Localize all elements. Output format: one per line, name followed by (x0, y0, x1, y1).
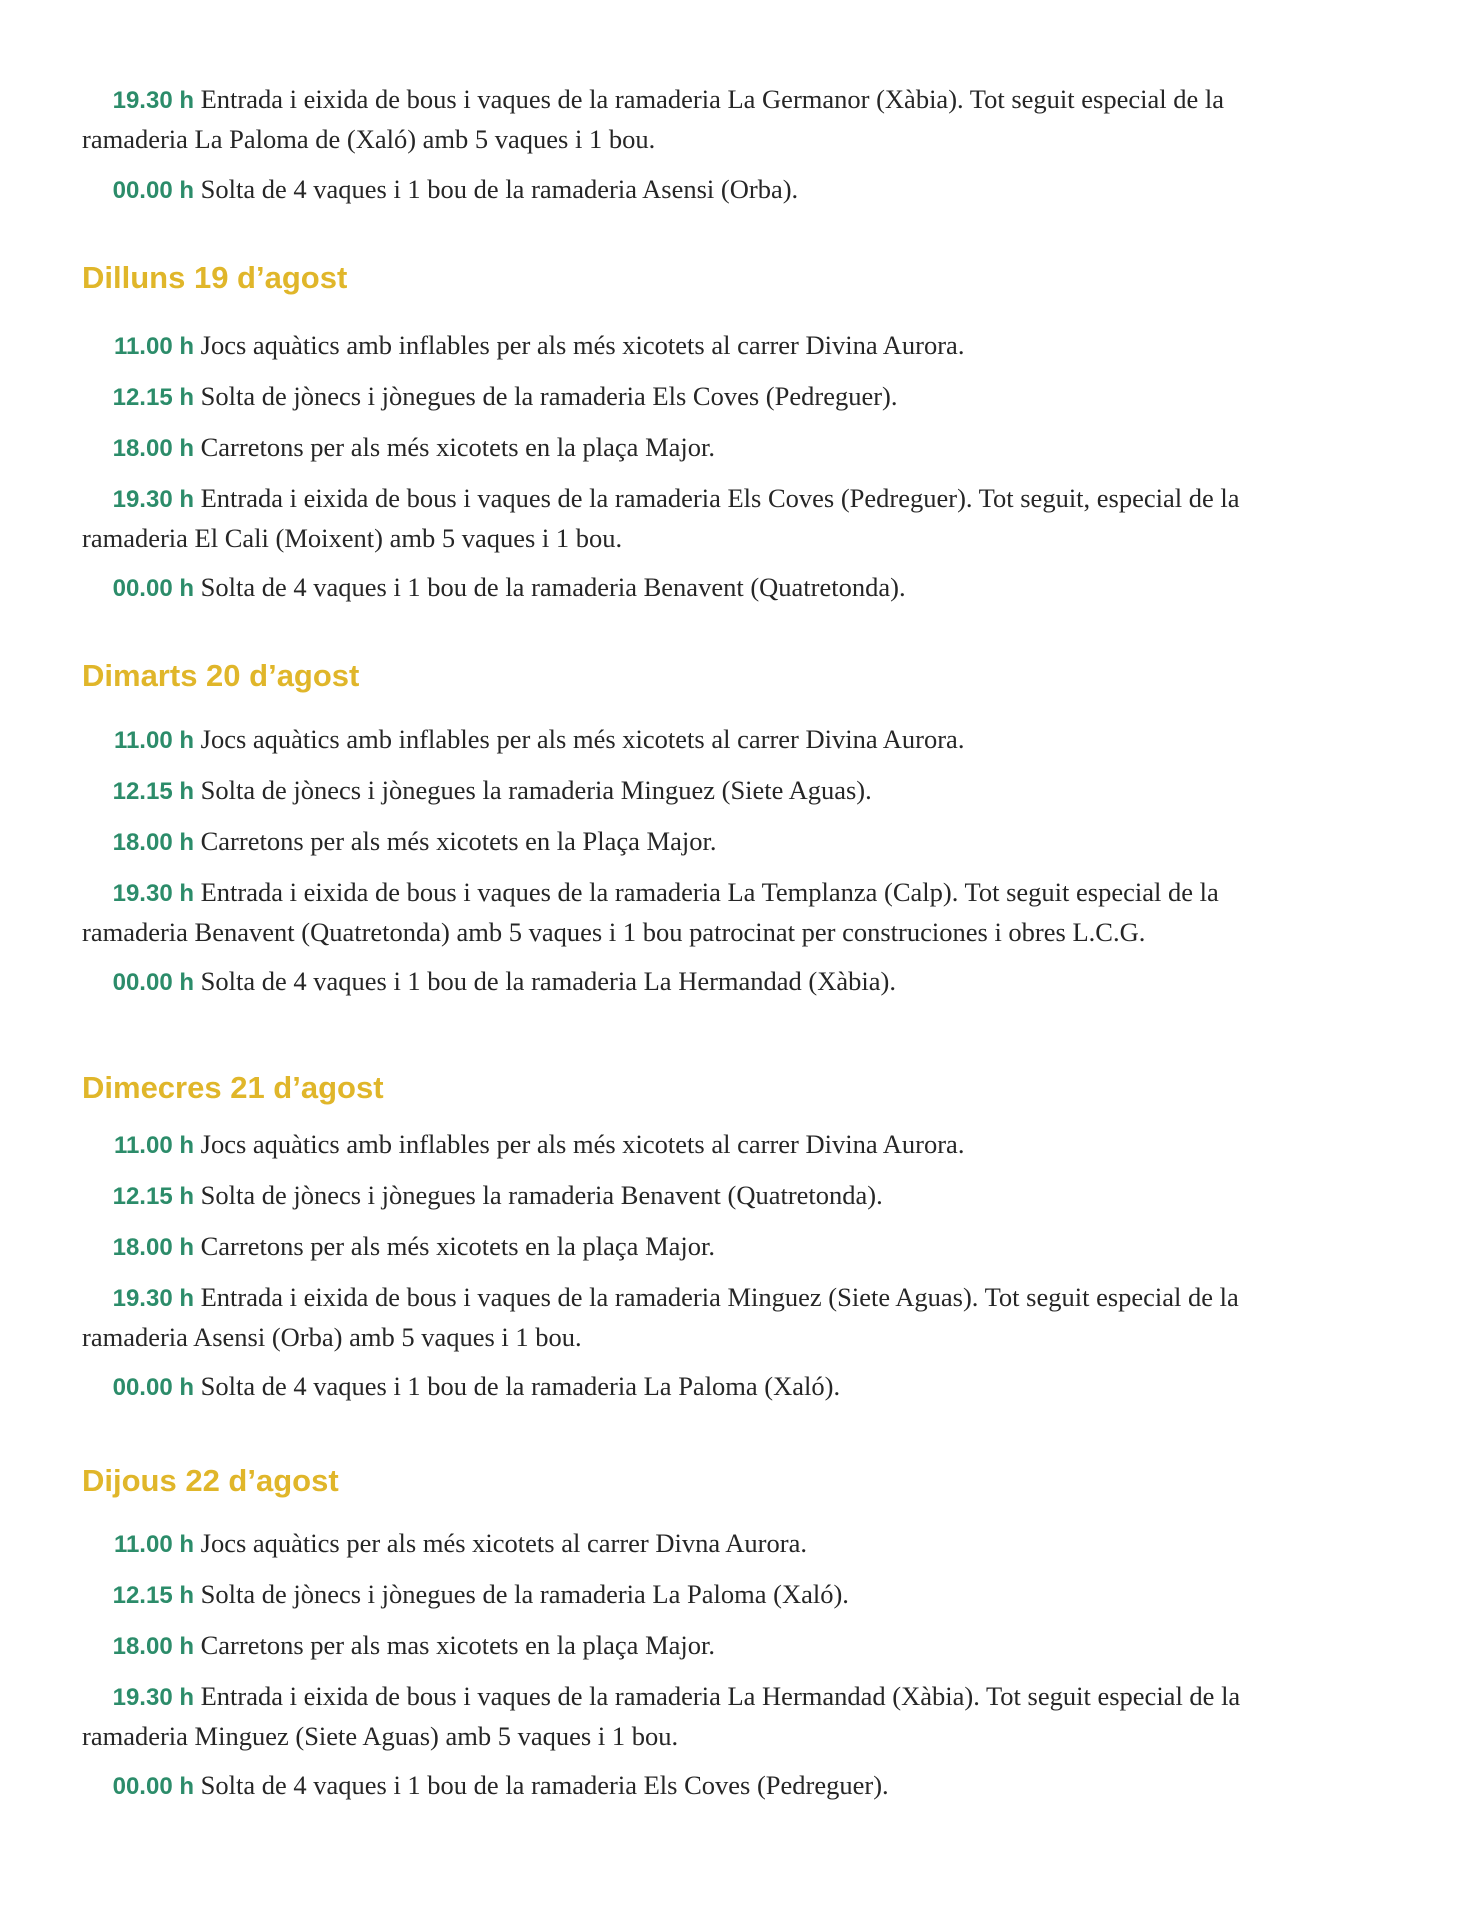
event-description: Solta de 4 vaques i 1 bou de la ramaderia La Paloma (Xaló). (200, 1371, 841, 1401)
event-description: Solta de 4 vaques i 1 bou de la ramaderia La Hermandad (Xàbia). (200, 966, 896, 996)
event-description: Solta de jònecs i jònegues la ramaderia Benavent (Quatretonda). (200, 1180, 883, 1210)
event-time: 18.00 h (112, 1234, 194, 1261)
event-time: 18.00 h (112, 1633, 194, 1660)
schedule-entry (82, 479, 1292, 557)
event-description: Carretons per als més xicotets en la plaça Major. (200, 1231, 715, 1261)
event-time: 19.30 h (112, 880, 194, 907)
schedule-entry (82, 822, 1292, 862)
schedule-entry (82, 1524, 1292, 1564)
event-description: Solta de 4 vaques i 1 bou de la ramaderia Els Coves (Pedreguer). (200, 1770, 889, 1800)
event-time: 00.00 h (112, 177, 194, 204)
event-time: 18.00 h (112, 829, 194, 856)
schedule-entry (82, 1766, 1292, 1806)
event-time: 00.00 h (112, 969, 194, 996)
event-time: 19.30 h (112, 1285, 194, 1312)
event-time: 18.00 h (112, 435, 194, 462)
event-description: Jocs aquàtics amb inflables per als més xicotets al carrer Divina Aurora. (200, 1129, 965, 1159)
day-heading: Dijous 22 d’agost (82, 1463, 339, 1498)
event-description: Solta de 4 vaques i 1 bou de la ramaderia Benavent (Quatretonda). (200, 572, 906, 602)
schedule-entry (82, 771, 1292, 811)
event-time: 19.30 h (112, 486, 194, 513)
event-time: 00.00 h (112, 575, 194, 602)
day-heading: Dimecres 21 d’agost (82, 1070, 384, 1105)
event-description: Entrada i eixida de bous i vaques de la ramaderia La Hermandad (Xàbia). Tot seguit especial de la ramaderia Minguez (Siete Aguas) amb 5 vaques i 1 bou. (82, 1681, 1241, 1751)
schedule-entry (82, 428, 1292, 468)
schedule-entry (82, 1125, 1292, 1165)
event-time: 00.00 h (112, 1773, 194, 1800)
event-description: Entrada i eixida de bous i vaques de la ramaderia La Templanza (Calp). Tot seguit especial de la ramaderia Benavent (Quatretonda) amb 5 vaques i 1 bou patrocinat per construciones i obres L.C.G. (82, 877, 1219, 947)
event-description: Solta de 4 vaques i 1 bou de la ramaderia Asensi (Orba). (200, 174, 799, 204)
event-description: Jocs aquàtics per als més xicotets al carrer Divna Aurora. (200, 1528, 807, 1558)
schedule-entry (82, 720, 1292, 760)
schedule-entry (82, 1176, 1292, 1216)
schedule-entry (82, 1626, 1292, 1666)
event-description: Entrada i eixida de bous i vaques de la ramaderia La Germanor (Xàbia). Tot seguit especial de la ramaderia La Paloma de (Xaló) amb 5 vaques i 1 bou. (82, 84, 1225, 154)
event-description: Entrada i eixida de bous i vaques de la ramaderia Els Coves (Pedreguer). Tot seguit, especial de la ramaderia El Cali (Moixent) amb 5 vaques i 1 bou. (82, 483, 1240, 553)
event-description: Solta de jònecs i jònegues la ramaderia Minguez (Siete Aguas). (200, 775, 872, 805)
schedule-entry (82, 80, 1292, 158)
schedule-entry (82, 873, 1292, 951)
day-heading: Dimarts 20 d’agost (82, 658, 360, 693)
event-description: Carretons per als més xicotets en la plaça Major. (200, 432, 715, 462)
schedule-entry (82, 1367, 1292, 1407)
event-description: Jocs aquàtics amb inflables per als més xicotets al carrer Divina Aurora. (200, 724, 965, 754)
schedule-entry (82, 1278, 1292, 1356)
event-time: 11.00 h (113, 1132, 194, 1159)
schedule-entry (82, 170, 1292, 210)
event-description: Solta de jònecs i jònegues de la ramaderia La Paloma (Xaló). (200, 1579, 849, 1609)
event-time: 11.00 h (113, 727, 194, 754)
event-time: 11.00 h (113, 1531, 194, 1558)
event-time: 19.30 h (112, 87, 194, 114)
event-time: 00.00 h (112, 1374, 194, 1401)
schedule-entry (82, 568, 1292, 608)
schedule-entry (82, 1677, 1292, 1755)
event-description: Jocs aquàtics amb inflables per als més xicotets al carrer Divina Aurora. (200, 330, 965, 360)
schedule-entry (82, 1227, 1292, 1267)
event-description: Solta de jònecs i jònegues de la ramaderia Els Coves (Pedreguer). (200, 381, 898, 411)
event-description: Entrada i eixida de bous i vaques de la ramaderia Minguez (Siete Aguas). Tot seguit especial de la ramaderia Asensi (Orba) amb 5 vaques i 1 bou. (82, 1282, 1239, 1352)
event-time: 12.15 h (112, 1582, 194, 1609)
event-time: 12.15 h (112, 1183, 194, 1210)
event-time: 12.15 h (112, 778, 194, 805)
schedule-entry (82, 326, 1292, 366)
event-time: 19.30 h (112, 1684, 194, 1711)
schedule-entry (82, 377, 1292, 417)
event-description: Carretons per als mas xicotets en la plaça Major. (200, 1630, 715, 1660)
day-heading: Dilluns 19 d’agost (82, 260, 348, 295)
event-time: 12.15 h (112, 384, 194, 411)
schedule-entry (82, 962, 1292, 1002)
event-description: Carretons per als més xicotets en la Plaça Major. (200, 826, 717, 856)
schedule-entry (82, 1575, 1292, 1615)
event-time: 11.00 h (113, 333, 194, 360)
